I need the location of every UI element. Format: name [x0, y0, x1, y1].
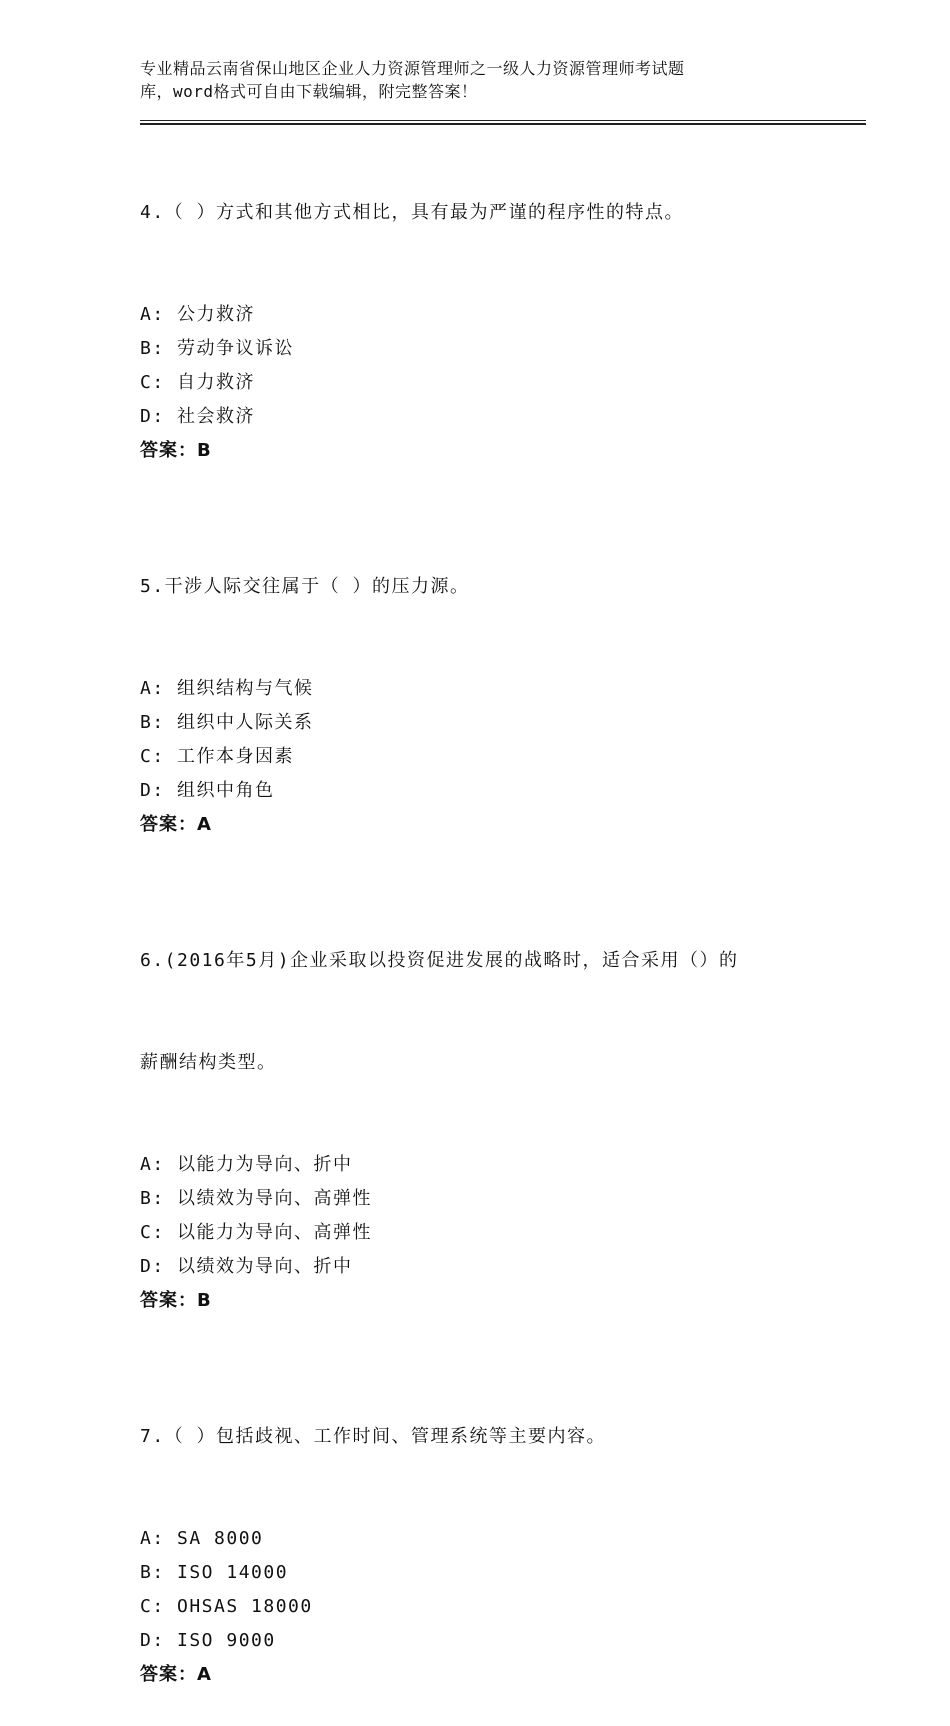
option-b: B: 组织中人际关系 [140, 712, 314, 733]
question-4 [140, 128, 840, 468]
question-5 [140, 502, 840, 842]
question-stem [140, 502, 840, 672]
option-a: A: 公力救济 [140, 304, 256, 325]
question-stem-line: 7.（ ）包括歧视、工作时间、管理系统等主要内容。 [140, 1426, 607, 1447]
option-d: D: 社会救济 [140, 406, 256, 427]
option-a: A: 组织结构与气候 [140, 678, 314, 699]
question-7 [140, 1352, 840, 1692]
question-stem [140, 1352, 840, 1522]
question-stem-line: 薪酬结构类型。 [140, 1052, 277, 1073]
option-b: B: 劳动争议诉讼 [140, 338, 295, 359]
option-a: A: SA 8000 [140, 1528, 264, 1549]
question-list [140, 128, 840, 1726]
question-6 [140, 876, 840, 1318]
option-a: A: 以能力为导向、折中 [140, 1154, 353, 1175]
header-line-1: 专业精品云南省保山地区企业人力资源管理师之一级人力资源管理师考试题 [140, 59, 685, 78]
question-stem-line: 5.干涉人际交往属于（ ）的压力源。 [140, 576, 470, 597]
header-rule-thick [140, 123, 866, 125]
answer-label: 答案：A [140, 1664, 212, 1685]
question-stem [140, 128, 840, 298]
question-stem [140, 876, 840, 1148]
question-stem-line: 6.(2016年5月)企业采取以投资促进发展的战略时，适合采用（）的 [140, 950, 739, 971]
option-c: C: OHSAS 18000 [140, 1596, 313, 1617]
header-rule-thin [140, 120, 866, 121]
answer-label: 答案：B [140, 1290, 212, 1311]
option-b: B: 以绩效为导向、高弹性 [140, 1188, 373, 1209]
question-stem-line: 4.（ ）方式和其他方式相比，具有最为严谨的程序性的特点。 [140, 202, 685, 223]
option-d: D: 组织中角色 [140, 780, 275, 801]
answer-label: 答案：B [140, 440, 212, 461]
option-c: C: 工作本身因素 [140, 746, 295, 767]
option-b: B: ISO 14000 [140, 1562, 289, 1583]
header-line-2: 库，word格式可自由下载编辑，附完整答案！ [140, 82, 478, 101]
document-header [140, 57, 780, 103]
option-c: C: 自力救济 [140, 372, 256, 393]
option-c: C: 以能力为导向、高弹性 [140, 1222, 373, 1243]
option-d: D: 以绩效为导向、折中 [140, 1256, 353, 1277]
answer-label: 答案：A [140, 814, 212, 835]
option-d: D: ISO 9000 [140, 1630, 276, 1651]
